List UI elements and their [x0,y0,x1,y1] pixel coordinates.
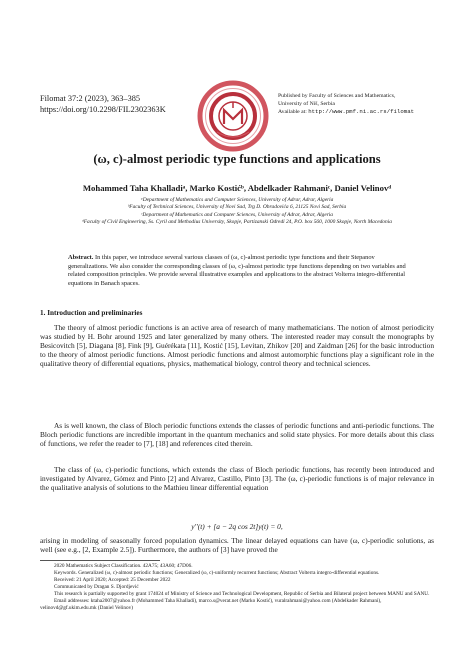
university-seal-logo [197,80,269,152]
abstract-text: In this paper, we introduce several various classes of (ω, c)-almost periodic type functions and their Stepanov generalizations. We also consider the corresponding classes of (ω, c)-almost periodic type functions depending on two variables and related composition principles. We provide several illustrative examples and applications to the abstract Volterra integro-differential equations in Banach spaces. [68,254,406,287]
paper-title: (ω, c)-almost periodic type functions and applications [93,152,381,166]
mathieu-equation: y′′(t) + [a − 2q cos 2t]y(t) = 0, [191,522,283,531]
author-list: Mohammed Taha Khalladiᵃ, Marko Kostićᵇ, Abdelkader Rahmaniᶜ, Daniel Velinovᵈ [82,183,392,193]
footnote-divider [40,560,160,561]
availability-line [278,108,414,117]
paragraph-1-text: The theory of almost periodic functions is an active area of research of many mathematicians. The notion of almost periodicity was studied by H. Bohr around 1925 and later generalized by many others. The interested reader may consult the monographs by Besicovitch [5], Diagana [8], Fink [9], Guérékata [11], Kostić [15], Levitan, Zhikov [20] and Zaidman [26] for the basic introduction to the theory of almost periodic functions. Almost periodic functions and almost automorphic functions play a significant role in the qualitative theory of differential equations, physics, mathematical biology, control theory and technical sciences. [40,323,434,368]
available-label: Available at: [278,109,309,116]
publisher-info [278,93,414,117]
publisher-line-2: University of Niš, Serbia [278,100,335,107]
footnote-funding: This research is partially supported by grant 174024 of Ministry of Science and Technological Development, Republic of Serbia and Bilateral project between MANU and SANU. [54,591,430,598]
affiliation-b: ᵇFaculty of Technical Sciences, University of Novi Sad, Trg D. Obradovića 6, 21125 Novi Sad, Serbia [127,204,347,211]
affiliation-c: ᶜDepartment of Mathematics and Computer Sciences, University of Adrar, Adrar, Algeria [140,211,333,218]
journal-volume-line: Filomat 37:2 (2023), 363–385 [40,94,141,103]
affiliation-a: ᵃDepartment of Mathematics and Computer Sciences, University of Adrar, Adrar, Algeria [140,197,334,203]
abstract [68,254,406,288]
footnote-msc: 2020 Mathematics Subject Classification. 42A75; 43A60; 47D06. [54,563,193,569]
footnote-received: Received: 21 April 2020; Accepted: 25 December 2022 [54,577,171,584]
section-heading: 1. Introduction and preliminaries [40,309,143,317]
paragraph-2 [40,422,434,449]
paragraph-2-text: As is well known, the class of Bloch periodic functions extends the classes of periodic functions and anti-periodic functions. The Bloch periodic functions are incredible important in the quantum mechanics and solid state physics. For more details about this class of functions, we refer the reader to [7], [18] and references cited therein. [40,421,434,448]
journal-url-link[interactable]: http://www.pmf.ni.ac.rs/filomat [308,108,415,116]
paragraph-4-text: arising in modeling of seasonally forced population dynamics. The linear delayed equations can have (ω, c)-periodic solutions, as well (see e.g., [2, Example 2.5]). Furthermore, the authors of [3] have proved the [40,536,434,554]
affiliation-d: ᵈFaculty of Civil Engineering, Ss. Cyril and Methodius University, Skopje, Partizanski Odredi 24, P.O. box 560, 1000 Skopje, North Macedonia [82,218,392,225]
doi-link[interactable]: https://doi.org/10.2298/FIL2302363K [40,105,166,114]
abstract-label: Abstract. [68,254,94,261]
paragraph-3-text: The class of (ω, c)-periodic functions, which extends the class of Bloch periodic functions, has recently been introduced and investigated by Alvarez, Gómez and Pinto [2] and Alvarez, Castillo, Pinto [3]. The (ω, c)-periodic functions is of major relevance in the qualitative analysis of solutions to the Mathieu linear differential equation [40,465,434,492]
footnote-emails: Email addresses: ktaha2007@yahoo.fr (Mohammed Taha Khalladi), marco.s@verat.net (Marko Kostić), vuralrahmani@yahoo.com (Abdelkader Rahmani), velinovd@gf.ukim.edu.mk (Daniel Velinov) [40,598,382,612]
publisher-line-1: Published by Faculty of Sciences and Mathematics, [278,93,396,99]
footnotes [40,563,434,612]
paragraph-3 [40,466,434,493]
paragraph-1 [40,324,434,369]
journal-citation [40,93,166,115]
affiliations [40,197,434,226]
footnote-keywords: Keywords. Generalized (ω, c)-almost periodic functions; Generalized (ω, c)-uniformly recurrent functions; Abstract Volterra integro-differential equations. [54,570,380,577]
footnote-communicated: Communicated by Dragan S. Djordjević [54,584,139,591]
paragraph-4 [40,537,434,555]
